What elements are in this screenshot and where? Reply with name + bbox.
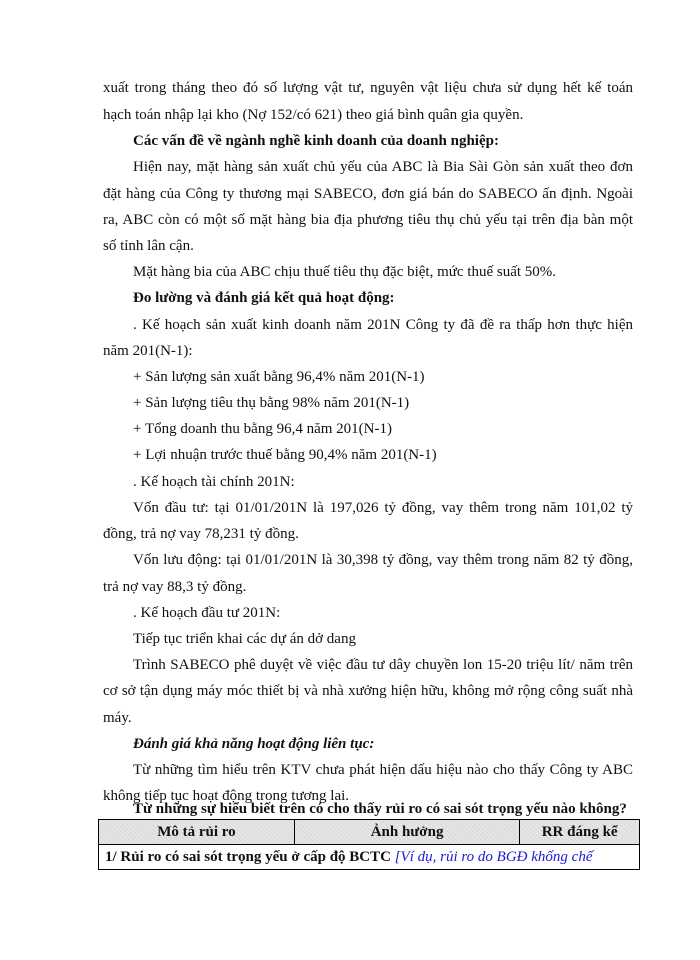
paragraph-line: . Kế hoạch sản xuất kinh doanh năm 201N Công ty đã đề ra thấp hơn thực hiện — [133, 317, 633, 333]
paragraph-line: . Kế hoạch tài chính 201N: — [133, 474, 295, 490]
heading-business: Các vấn đề về ngành nghề kinh doanh của doanh nghiệp: — [133, 133, 499, 149]
paragraph-line: Mặt hàng bia của ABC chịu thuế tiêu thụ đặc biệt, mức thuế suất 50%. — [133, 264, 557, 280]
risk-example-note: [Ví dụ, rủi ro do BGĐ khống chế — [394, 848, 593, 865]
bullet-item: + Sản lượng tiêu thụ bằng 98% năm 201(N-1) — [133, 395, 410, 411]
table-header-cell: Mô tả rủi ro — [99, 820, 295, 845]
paragraph-line: . Kế hoạch đầu tư 201N: — [133, 605, 281, 621]
table-row — [99, 845, 640, 870]
paragraph-line: trả nợ vay 88,3 tỷ đồng. — [103, 579, 247, 595]
risk-table — [98, 819, 640, 870]
paragraph-line: xuất trong tháng theo đó số lượng vật tư, nguyên vật liệu chưa sử dụng hết kế toán — [103, 80, 633, 96]
bullet-item: + Sản lượng sản xuất bằng 96,4% năm 201(N-1) — [133, 369, 425, 385]
paragraph-line: Vốn lưu động: tại 01/01/201N là 30,398 tỷ đồng, vay thêm trong năm 82 tỷ đồng, — [133, 552, 633, 568]
paragraph-line: đồng, trả nợ vay 78,231 tỷ đồng. — [103, 526, 299, 542]
bullet-item: + Lợi nhuận trước thuế bằng 90,4% năm 201(N-1) — [133, 447, 437, 463]
table-cell — [99, 845, 640, 870]
paragraph-line: máy. — [103, 710, 132, 726]
table-header-cell: Ảnh hưởng — [294, 820, 519, 845]
paragraph-line: cơ sở tận dụng máy móc thiết bị và nhà xưởng hiện hữu, không mở rộng công suất nhà — [103, 683, 633, 699]
table-header-cell: RR đáng kể — [520, 820, 640, 845]
paragraph-line: Hiện nay, mặt hàng sản xuất chủ yếu của ABC là Bia Sài Gòn sản xuất theo đơn — [133, 159, 633, 175]
paragraph-line: Từ những tìm hiểu trên KTV chưa phát hiện dấu hiệu nào cho thấy Công ty ABC — [133, 762, 633, 778]
paragraph-line: hạch toán nhập lại kho (Nợ 152/có 621) theo giá bình quân gia quyền. — [103, 107, 524, 123]
risk-level-label: 1/ Rủi ro có sai sót trọng yếu ở cấp độ BCTC — [105, 848, 391, 865]
paragraph-line: Trình SABECO phê duyệt về việc đầu tư dây chuyền lon 15-20 triệu lít/ năm trên — [133, 657, 633, 673]
heading-measure: Đo lường và đánh giá kết quả hoạt động: — [133, 290, 395, 306]
paragraph-line: không tiếp tục hoạt động trong tương lai. — [103, 788, 350, 804]
paragraph-line: đặt hàng của Công ty thương mại SABECO, đơn giá bán do SABECO ấn định. Ngoài — [103, 186, 633, 202]
paragraph-line: ra, ABC còn có một số mặt hàng bia địa phương tiêu thụ chủ yếu tại trên địa bàn một — [103, 212, 633, 228]
heading-continuity: Đánh giá khả năng hoạt động liên tục: — [133, 736, 375, 752]
heading-question: Từ những sự hiểu biết trên có cho thấy rủi ro có sai sót trọng yếu nào không? — [133, 801, 627, 817]
paragraph-line: Tiếp tục triển khai các dự án dở dang — [133, 631, 356, 647]
paragraph-line: năm 201(N-1): — [103, 343, 193, 359]
paragraph-line: số tỉnh lân cận. — [103, 238, 194, 254]
table-header-row — [99, 820, 640, 845]
bullet-item: + Tổng doanh thu bằng 96,4 năm 201(N-1) — [133, 421, 392, 437]
paragraph-line: Vốn đầu tư: tại 01/01/201N là 197,026 tỷ đồng, vay thêm trong năm 101,02 tỷ — [133, 500, 633, 516]
